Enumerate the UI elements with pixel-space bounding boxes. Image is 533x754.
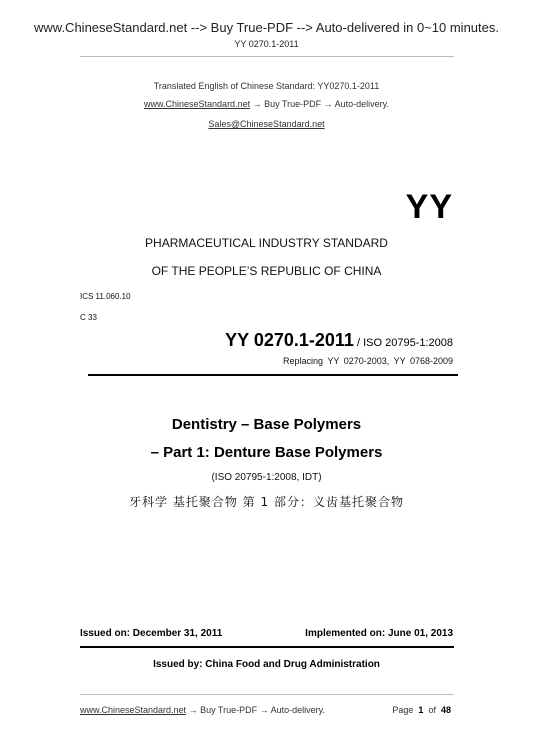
document-title: Dentistry – Base Polymers bbox=[171, 416, 362, 433]
delivery-text: → Buy True-PDF → Auto-delivery. bbox=[250, 99, 389, 109]
dates-divider bbox=[80, 646, 454, 648]
footer-site-link[interactable]: www.ChineseStandard.net bbox=[80, 705, 187, 715]
document-subtitle: – Part 1: Denture Base Polymers bbox=[150, 444, 383, 461]
standard-category-line1: PHARMACEUTICAL INDUSTRY STANDARD bbox=[145, 236, 388, 250]
iso-reference: / ISO 20795-1:2008 bbox=[353, 337, 453, 349]
header-doc-code: YY 0270.1-2011 bbox=[234, 39, 299, 49]
footer-divider bbox=[80, 694, 454, 695]
standard-number-main: YY 0270.1-2011 bbox=[225, 330, 354, 350]
standard-mark: YY bbox=[405, 188, 453, 226]
implemented-date: Implemented on: June 01, 2013 bbox=[305, 628, 453, 639]
iso-idt-note: (ISO 20795-1:2008, IDT) bbox=[211, 472, 322, 483]
header-divider bbox=[80, 56, 454, 57]
page-current: 1 bbox=[418, 705, 424, 715]
translation-note: Translated English of Chinese Standard: YY0270.1-2011 bbox=[153, 81, 380, 91]
chinese-title: 牙科学 基托聚合物 第 1 部分：义齿基托聚合物 bbox=[129, 495, 404, 509]
page-total: 48 bbox=[440, 705, 451, 715]
page-of: of bbox=[428, 705, 436, 715]
header-banner: www.ChineseStandard.net --> Buy True-PDF --> Auto-delivered in 0~10 minutes. bbox=[34, 20, 499, 35]
standard-divider bbox=[88, 374, 458, 376]
ccs-code: C 33 bbox=[80, 313, 97, 322]
standard-number bbox=[225, 330, 453, 351]
footer-delivery-line bbox=[80, 705, 325, 715]
issuer: Issued by: China Food and Drug Administration bbox=[153, 659, 380, 670]
site-link[interactable]: www.ChineseStandard.net bbox=[144, 99, 251, 109]
sales-email-link[interactable]: Sales@ChineseStandard.net bbox=[208, 119, 325, 129]
page-indicator bbox=[392, 705, 451, 715]
issued-date: Issued on: December 31, 2011 bbox=[80, 628, 223, 639]
replacing-note: Replacing YY 0270-2003, YY 0768-2009 bbox=[283, 356, 453, 366]
ics-code: ICS 11.060.10 bbox=[80, 292, 131, 301]
standard-category-line2: OF THE PEOPLE’S REPUBLIC OF CHINA bbox=[151, 264, 382, 278]
footer-delivery-text: → Buy True-PDF → Auto-delivery. bbox=[186, 705, 325, 715]
translation-delivery-line bbox=[0, 99, 533, 109]
page-label: Page bbox=[392, 705, 414, 715]
sales-email-line bbox=[0, 119, 533, 129]
